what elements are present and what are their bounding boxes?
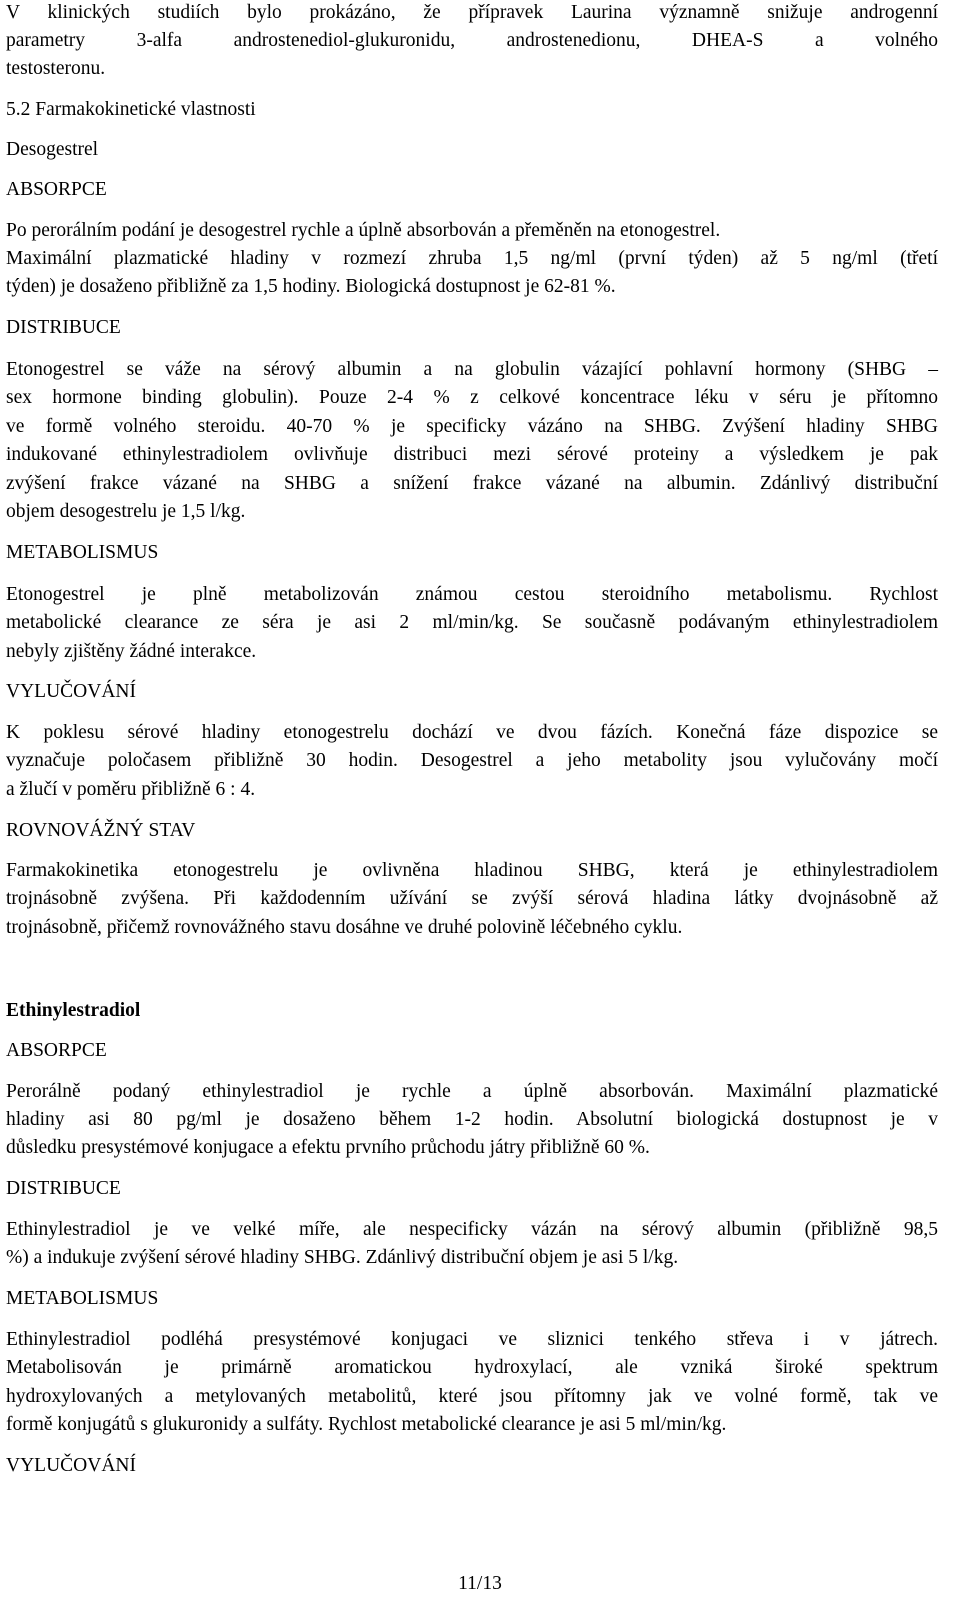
ethinylestradiol-absorpce-line: hladiny asi 80 pg/ml je dosaženo během 1-2 hodin. Absolutní biologická dostupnost je v [6, 1109, 938, 1130]
desogestrel-vylucovani-line: a žlučí v poměru přibližně 6 : 4. [6, 779, 256, 800]
ethinylestradiol-distribuce-line: Ethinylestradiol je ve velké míře, ale nespecificky vázán na sérový albumin (přibližně 98,5 [6, 1219, 938, 1240]
intro-line: parametry 3-alfa androstenediol-glukuronidu, androstenedionu, DHEA-S a volného [6, 30, 938, 51]
desogestrel-metabolismus-line: metabolické clearance ze séra je asi 2 ml/min/kg. Se současně podávaným ethinylestradiolem [6, 612, 938, 633]
desogestrel-metabolismus-line: nebyly zjištěny žádné interakce. [6, 641, 257, 662]
desogestrel-vylucovani-line: vyznačuje poločasem přibližně 30 hodin. Desogestrel a jeho metabolity jsou vylučovány močí [6, 750, 938, 771]
desogestrel-rovnovazny-stav-line: Farmakokinetika etonogestrelu je ovlivněna hladinou SHBG, která je ethinylestradiolem [6, 860, 938, 881]
ethinylestradiol-metabolismus-line: formě konjugátů s glukuronidy a sulfáty. Rychlost metabolické clearance je asi 5 ml/min/kg. [6, 1414, 727, 1435]
intro-line: testosteronu. [6, 58, 106, 79]
ethinylestradiol-title: Ethinylestradiol [6, 1000, 141, 1021]
desogestrel-rovnovazny-stav-line: trojnásobně, přičemž rovnovážného stavu dosáhne ve druhé polovině léčebného cyklu. [6, 917, 683, 938]
desogestrel-absorpce-line: Maximální plazmatické hladiny v rozmezí zhruba 1,5 ng/ml (první týden) až 5 ng/ml (třetí [6, 248, 938, 269]
ethinylestradiol-metabolismus-line: Metabolisován je primárně aromatickou hydroxylací, ale vzniká široké spektrum [6, 1357, 938, 1378]
desogestrel-distribuce-line: indukované ethinylestradiolem ovlivňuje distribuci mezi sérové proteiny a výsledkem je pak [6, 444, 938, 465]
section-heading: 5.2 Farmakokinetické vlastnosti [6, 99, 256, 120]
ethinylestradiol-vylucovani-heading: VYLUČOVÁNÍ [6, 1455, 136, 1476]
ethinylestradiol-metabolismus-heading: METABOLISMUS [6, 1288, 159, 1309]
desogestrel-absorpce-line: Po perorálním podání je desogestrel rychle a úplně absorbován a přeměněn na etonogestrel. [6, 220, 721, 241]
desogestrel-vylucovani-heading: VYLUČOVÁNÍ [6, 681, 136, 702]
desogestrel-distribuce-line: Etonogestrel se váže na sérový albumin a na globulin vázající pohlavní hormony (SHBG – [6, 359, 938, 380]
ethinylestradiol-metabolismus-line: hydroxylovaných a metylovaných metabolitů, které jsou přítomny jak ve volné formě, tak ve [6, 1386, 938, 1407]
desogestrel-title: Desogestrel [6, 139, 99, 160]
desogestrel-vylucovani-line: K poklesu sérové hladiny etonogestrelu dochází ve dvou fázích. Konečná fáze dispozice se [6, 722, 938, 743]
desogestrel-metabolismus-heading: METABOLISMUS [6, 542, 159, 563]
desogestrel-rovnovazny-stav-line: trojnásobně zvýšena. Při každodenním užívání se zvýší sérová hladina látky dvojnásobně až [6, 888, 938, 909]
desogestrel-distribuce-heading: DISTRIBUCE [6, 317, 121, 338]
desogestrel-distribuce-line: sex hormone binding globulin). Pouze 2-4 % z celkové koncentrace léku v séru je přítomno [6, 387, 938, 408]
page-number: 11/13 [458, 1573, 502, 1594]
desogestrel-rovnovazny-stav-heading: ROVNOVÁŽNÝ STAV [6, 820, 196, 841]
desogestrel-distribuce-line: ve formě volného steroidu. 40-70 % je specificky vázáno na SHBG. Zvýšení hladiny SHBG [6, 416, 938, 437]
desogestrel-metabolismus-line: Etonogestrel je plně metabolizován známou cestou steroidního metabolismu. Rychlost [6, 584, 938, 605]
ethinylestradiol-distribuce-line: %) a indukuje zvýšení sérové hladiny SHBG. Zdánlivý distribuční objem je asi 5 l/kg. [6, 1247, 679, 1268]
ethinylestradiol-absorpce-line: Perorálně podaný ethinylestradiol je rychle a úplně absorbován. Maximální plazmatické [6, 1081, 938, 1102]
ethinylestradiol-absorpce-heading: ABSORPCE [6, 1040, 107, 1061]
desogestrel-absorpce-heading: ABSORPCE [6, 179, 107, 200]
desogestrel-distribuce-line: objem desogestrelu je 1,5 l/kg. [6, 501, 246, 522]
ethinylestradiol-metabolismus-line: Ethinylestradiol podléhá presystémové konjugaci ve sliznici tenkého střeva i v játrech. [6, 1329, 938, 1350]
ethinylestradiol-absorpce-line: důsledku presystémové konjugace a efektu prvního průchodu játry přibližně 60 %. [6, 1137, 650, 1158]
desogestrel-absorpce-line: týden) je dosaženo přibližně za 1,5 hodiny. Biologická dostupnost je 62-81 %. [6, 276, 616, 297]
desogestrel-distribuce-line: zvýšení frakce vázané na SHBG a snížení frakce vázané na albumin. Zdánlivý distribuční [6, 473, 938, 494]
ethinylestradiol-distribuce-heading: DISTRIBUCE [6, 1178, 121, 1199]
intro-line: V klinických studiích bylo prokázáno, že přípravek Laurina významně snižuje androgenní [6, 2, 938, 23]
